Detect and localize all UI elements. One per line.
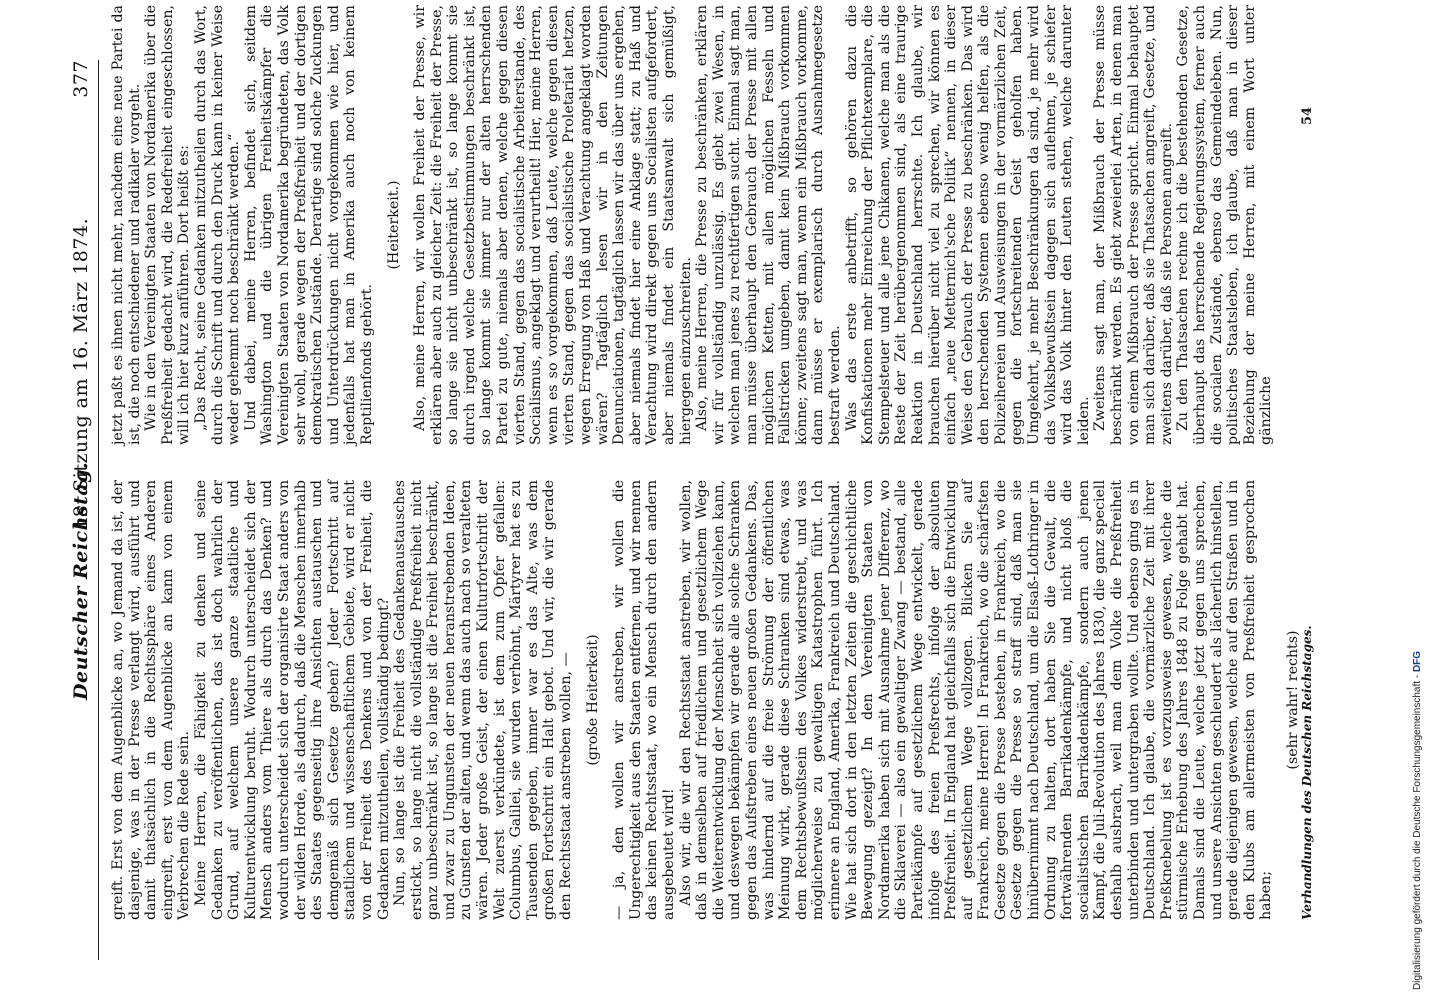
interjection: (sehr wahr! rechts) — [1284, 630, 1301, 770]
paragraph: Zu den Thatsachen rechne ich die bestehenden Gesetze, überhaupt das herrschende Regierungssystem, ferner auch die socialen Zustände, ebenso das Gemeindeleben. Nun, politisches Staatsleben, ich glaube, daß man in dieser Beziehung der meine Herren, mit einem Wort unter gänzliche — [1175, 5, 1275, 445]
paragraph: Zweitens sagt man, der Mißbrauch der Presse müsse beschränkt werden. Es giebt zweierlei Arten, in denen man von einem Mißbrauch der Presse spricht. Einmal behauptet man sich darüber, daß sie Thatsachen angreift, Gesetze, und zweitens darüber, daß sie Personen angreift. — [1092, 5, 1175, 445]
paragraph: Wie in den Vereinigten Staaten von Nordamerika über die Preßfreiheit gedacht wird, die Redefreiheit eingeschlossen, will ich hier kurz anführen. Dort heißt es: — [143, 5, 193, 445]
paragraph: Also wir, die wir den Rechtsstaat anstreben, wir wollen, daß in demselben auf friedlichem und gesetzlichem Wege die Weiterentwicklung der Menschheit sich vollziehen kann, und deswegen bekämpfen wir gerade alle solche Schranken gegen das Aufstreben eines neuen großen Gedankens. Das, was hindernd auf die freie Strömung der öffentlichen Meinung wirkt, gerade diese Schranken sind etwas, was dem Rechtsbewußtsein des Volkes widerstrebt, und was möglicherweise zu gewaltigen Katastrophen führt. Ich erinnere an England, Amerika, Frankreich und Deutschland. Wie hat sich dort in den letzten Zeiten die geschichtliche Bewegung gezeigt? In den Vereinigten Staaten von Nordamerika haben sich mit Ausnahme jener Differenz, wo die Sklaverei — also ein gewaltiger Zwang — bestand, alle Parteikämpfe auf gesetzlichem Wege entwickelt, gerade infolge des freien Preßrechts, infolge der absoluten Preßfreiheit. In England hat gleichfalls sich die Entwicklung auf gesetzlichem Wege vollzogen. Blicken Sie auf Frankreich, meine Herren! In Frankreich, wo die schärfsten Gesetze gegen die Presse bestehen, in Frankreich, wo die Gesetze gegen die Presse so straff sind, daß man sie hinübernimmt nach Deutschland, um die Elsaß-Lothringer in Ordnung zu halten, dort haben Sie die Gewalt, die fortwährenden Barrikadenkämpfe, und nicht bloß die socialistischen Barrikadenkämpfe, sondern auch jenen Kampf, die Juli-Revolution des Jahres 1830, die ganz speciell deshalb ausbrach, weil man dem Volke die Preßfreiheit unterbinden und untergraben wollte. Und ebenso ging es in Deutschland. Ich glaube, die vormärzliche Zeit mit ihrer Preßknebelung ist es vorzugsweise gewesen, welche die stürmische Erhebung des Jahres 1848 zu Folge gehabt hat. Damals sind die Leute, welche jetzt gegen uns sprechen, und unsere Ansichten geschleudert als lächerlich hinstellen, gerade diejenigen gewesen, welche auf den Straßen und in den Klubs am allermeisten von Preßfreiheit gesprochen haben; — [677, 480, 1275, 920]
paragraph: — ja, den wollen wir anstreben, wir wollen die Ungerechtigkeit aus den Staaten entfernen, und wir nennen das keinen Rechtsstaat, wo ein Mensch durch den andern ausgebeutet wird! — [611, 480, 677, 920]
page-number: 377 — [70, 60, 92, 98]
paragraph: greift. Erst von dem Augenblicke an, wo Jemand da ist, der dasjenige, was in der Presse verlangt wird, ausführt und damit thatsächlich in die Rechtssphäre eines Anderen eingreift, erst von dem Augenblicke an kann von einem Verbrechen die Rede sein. — [110, 480, 193, 920]
paragraph: Was das erste anbetrifft, so gehören dazu die Konfiskationen mehr Einreichung der Pflichtexemplare, die Stempelsteuer und alle jene Chikanen, welche man als die Reste der Zeit herübergenommen sind, als eine traurige Reaktion in Deutschland herrschte. Ich glaube, wir brauchen hierüber nicht viel zu sprechen, wir können es einfach „neue Metternich'sche Politik“ nennen, in dieser Weise den Gebrauch der Presse zu beschränken. Das wird den herrschenden Systemen ebenso wenig helfen, als die Polizeihereien und Ausweisungen in der vormärzlichen Zeit, gegen die fortschreitenden Geist geholfen haben. Umgekehrt, je mehr Beschränkungen da sind, je mehr wird das Volksbewußtsein dagegen sich auflehnen, je schiefer wird das Volk hinter den Leuten stehen, welche darunter leiden. — [843, 5, 1092, 445]
paragraph: Nun, so lange ist die Freiheit des Gedankenaustausches erstickt, so lange nicht die vollständige Preßfreiheit nicht ganz unbeschränkt ist, so lange ist die Freiheit beschränkt, und zwar zu Ungunsten der neuen heranstrebenden Ideen, zu Gunsten der alten, und wenn das auch nach so veralteten wären. Jeder große Geist, der einen Kulturfortschritt der Welt zuerst verkündete, ist dem zum Opfer gefallen: Columbus, Galilei, sie wurden verhöhnt, Märtyrer hat es zu Tausenden gegeben, immer war es das Alte, was dem großen Fortschritt ein Halt gebot. Und wir, die wir gerade den Rechtsstaat anstreben wollen, — — [392, 480, 575, 920]
page-header — [70, 60, 99, 960]
interjection: (große Heiterkeit) — [584, 634, 601, 766]
paragraph: Also, meine Herren, die Presse zu beschränken, erklären wir für vollständig unzulässig. Es giebt zwei Wesen, in welchen man jenes zu rechtfertigen sucht. Einmal sagt man, man müsse überhaupt den Gebrauch der Presse mit allen möglichen Ketten, mit allen möglichen Fesseln und Fallstricken umgeben, damit kein Mißbrauch vorkommen könne; zweitens sagt man, wenn ein Mißbrauch vorkomme, dann müsse er exemplarisch durch Ausnahmegesetze bestraft werden. — [694, 5, 843, 445]
right-column — [110, 5, 1275, 445]
paragraph: Und dabei, meine Herren, befindet sich, seitdem Washington und die übrigen Freiheitskämpfer die Vereinigten Staaten von Nordamerika begründeten, das Volk sehr wohl, gerade wegen der Preßfreiheit und der dortigen demokratischen Zustände. Derartige sind solche Zuckungen und Unterdrückungen nicht vorgekommen wie hier, und jedenfalls hat man in Amerika auch noch von keinem Reptilienfonds gehört. — [242, 5, 375, 445]
paragraph: Also, meine Herren, wir wollen Freiheit der Presse, wir erklären aber auch zu gleicher Zeit: die Freiheit der Presse, so lange sie nicht unbeschränkt ist, so lange kommt sie durch irgend welche Gesetzbestimmungen beschränkt ist, so lange kommt sie immer nur der alten herrschenden Partei zu gute, niemals aber denen, welche gegen diesen vierten Stand, gegen das socialistische Arbeiterstande, des Socialismus, angeklagt und verurtheilt! Hier, meine Herren, wenn es so vorgekommen, daß Leute, welche gegen diesen vierten Stand, gegen das socialistische Proletariat hetzen, wegen Erregung von Haß und Verachtung angeklagt worden wären? Tagtäglich lesen wir in den Zeitungen Denunciationen, tagtäglich lassen wir das über uns ergehen, aber niemals findet hier eine Anklage statt; zu Haß und Verachtung wird direkt gegen uns Socialisten aufgefordert, aber niemals findet ein Staatsanwalt sich gemüßigt, hiergegen einzuschreiten. — [412, 5, 694, 445]
dfg-logo: DFG — [1412, 650, 1423, 673]
digitization-credit — [1412, 651, 1423, 990]
credit-text: Digitalisierung gefördert durch die Deutsche Forschungsgemeinschaft - — [1412, 672, 1423, 990]
footer-title: Verhandlungen des Deutschen Reichstages. — [1300, 625, 1314, 920]
signature-mark: 54 — [1300, 106, 1315, 125]
paragraph: jetzt paßt es ihnen nicht mehr, nachdem eine neue Partei da ist, die noch entschiedener und radikaler vorgeht. — [110, 5, 143, 445]
header-session: 18. Sitzung am 16. März 1874. — [70, 217, 92, 530]
header-publication: Deutscher Reichstag. — [70, 461, 92, 700]
interjection: (Heiterkeit.) — [385, 180, 402, 270]
quotation: „Das Recht, seine Gedanken mitzutheilen durch das Wort, durch die Schrift und durch den Druck kann in keiner Weise weder gehemmt noch beschränkt werden.“ — [192, 5, 243, 445]
left-column — [110, 480, 1312, 920]
paragraph: Meine Herren, die Fähigkeit zu denken und seine Gedanken zu veröffentlichen, das ist doch wahrlich der Grund, auf welchem unsere ganze staatliche und Kulturentwicklung beruht. Wodurch unterscheidet sich der Mensch anders vom Thiere als durch das Denken? und wodurch unterscheidet sich der organisirte Staat anders von der wilden Horde, als dadurch, daß die Menschen innerhalb des Staates gegenseitig ihre Ansichten austauschen und demgemäß sich Gesetze geben? Jeder Fortschritt auf staatlichem und wissenschaftlichem Gebiete, wird er nicht von der Freiheit des Denkens und von der Freiheit, die Gedanken mitzutheilen, vollständig bedingt? — [192, 480, 392, 920]
